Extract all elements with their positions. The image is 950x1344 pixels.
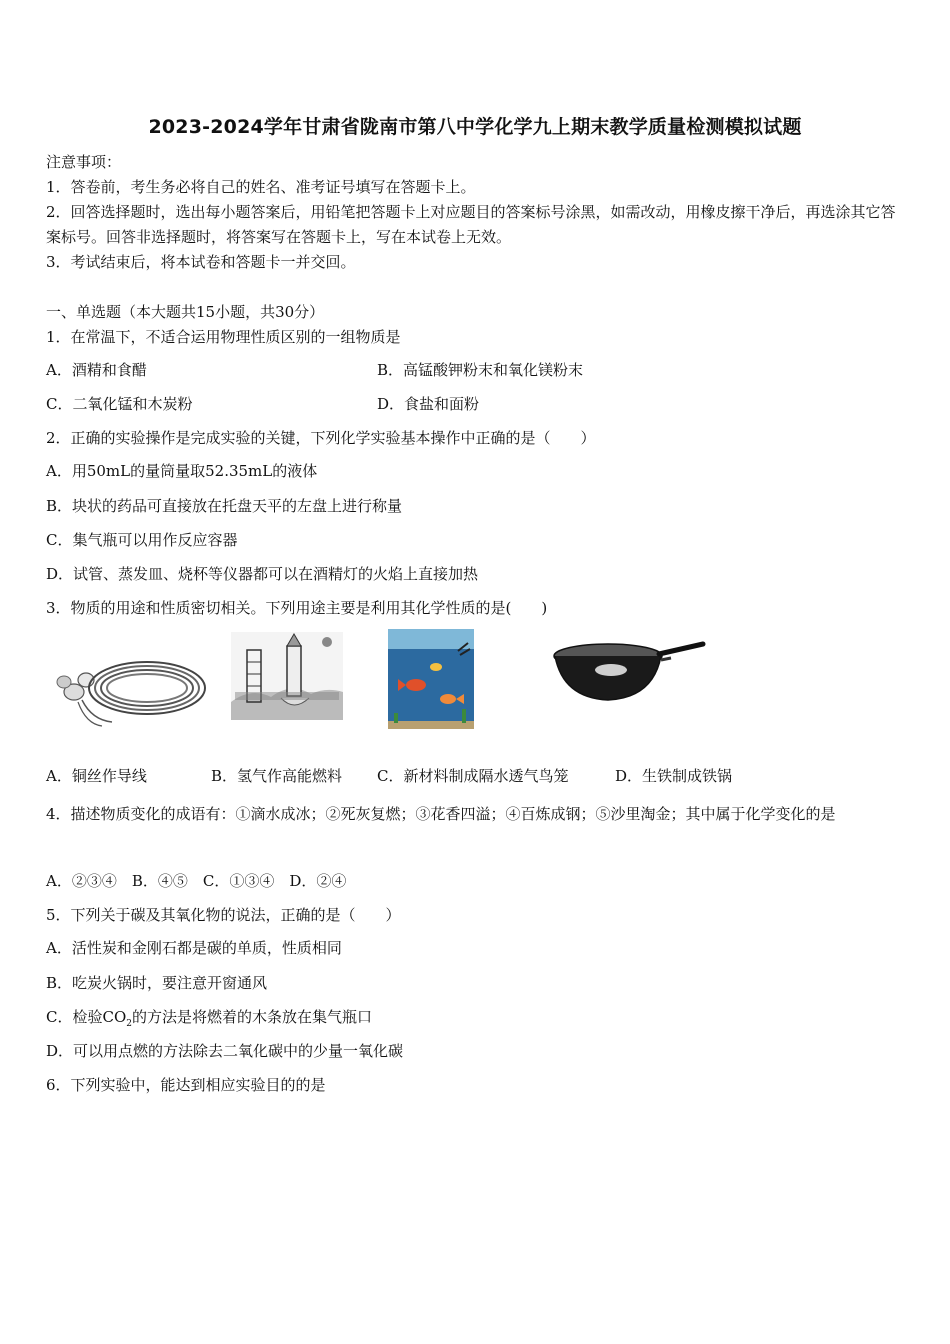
q3-options	[46, 766, 732, 786]
notice-heading: 注意事项：	[46, 153, 122, 171]
q5-option-d: D．可以用点燃的方法除去二氧化碳中的少量一氧化碳	[46, 1042, 404, 1060]
q5-option-b: B．吃炭火锅时，要注意开窗通风	[46, 974, 268, 992]
notice-item-3: 3．考试结束后，将本试卷和答题卡一并交回。	[46, 253, 356, 271]
q2-option-b: B．块状的药品可直接放在托盘天平的左盘上进行称量	[46, 497, 403, 515]
q1-option-b: B．高锰酸钾粉末和氧化镁粉末	[377, 361, 584, 379]
section-heading: 一、单选题（本大题共15小题，共30分）	[46, 303, 325, 321]
q3-option-d: D．生铁制成铁锅	[615, 767, 733, 785]
q1-option-a: A．酒精和食醋	[46, 361, 147, 379]
q5-option-a: A．活性炭和金刚石都是碳的单质，性质相同	[46, 939, 342, 957]
q5-option-c-post: 的方法是将燃着的木条放在集气瓶口	[132, 1008, 373, 1026]
notice-item-2: 2．回答选择题时，选出每小题答案后，用铅笔把答题卡上对应题目的答案标号涂黑，如需改动，用橡皮擦干净后，再选涂其它答案标号。回答非选择题时，将答案写在答题卡上，写在本试卷上无效。	[46, 203, 896, 246]
notice-item-1: 1．答卷前，考生务必将自己的姓名、准考证号填写在答题卡上。	[46, 178, 476, 196]
q5-stem: 5．下列关于碳及其氧化物的说法，正确的是（ ）	[46, 906, 401, 924]
q3-option-b: B．氢气作高能燃料	[211, 767, 343, 785]
q5-option-c	[46, 1007, 372, 1034]
aquarium-birdcage-image	[388, 629, 474, 729]
page-title: 2023-2024学年甘肃省陇南市第八中学化学九上期末教学质量检测模拟试题	[148, 116, 802, 138]
q6-stem: 6．下列实验中，能达到相应实验目的的是	[46, 1076, 326, 1094]
q5-option-c-sub: 2	[126, 1019, 132, 1029]
q3-stem: 3．物质的用途和性质密切相关。下列用途主要是利用其化学性质的是( )	[46, 599, 548, 617]
q3-option-a: A．铜丝作导线	[46, 767, 147, 785]
q3-option-c: C．新材料制成隔水透气鸟笼	[377, 767, 569, 785]
copper-wire-image	[52, 640, 212, 730]
q4-options: A．②③④ B．④⑤ C．①③④ D．②④	[46, 872, 347, 890]
q4-stem: 4．描述物质变化的成语有：①滴水成冰；②死灰复燃；③花香四溢；④百炼成钢；⑤沙里淘金；其中属于化学变化的是	[46, 805, 836, 823]
q2-option-d: D．试管、蒸发皿、烧杯等仪器都可以在酒精灯的火焰上直接加热	[46, 565, 479, 583]
q1-option-c: C．二氧化锰和木炭粉	[46, 395, 193, 413]
q1-stem: 1．在常温下，不适合运用物理性质区别的一组物质是	[46, 328, 401, 346]
q2-option-a: A．用50mL的量筒量取52.35mL的液体	[46, 462, 318, 480]
iron-wok-image	[553, 640, 708, 704]
rocket-launch-image	[231, 632, 343, 720]
q1-option-d: D．食盐和面粉	[377, 395, 480, 413]
q2-stem: 2．正确的实验操作是完成实验的关键，下列化学实验基本操作中正确的是（ ）	[46, 429, 596, 447]
q2-option-c: C．集气瓶可以用作反应容器	[46, 531, 238, 549]
q5-option-c-pre: C．检验CO	[46, 1008, 127, 1026]
